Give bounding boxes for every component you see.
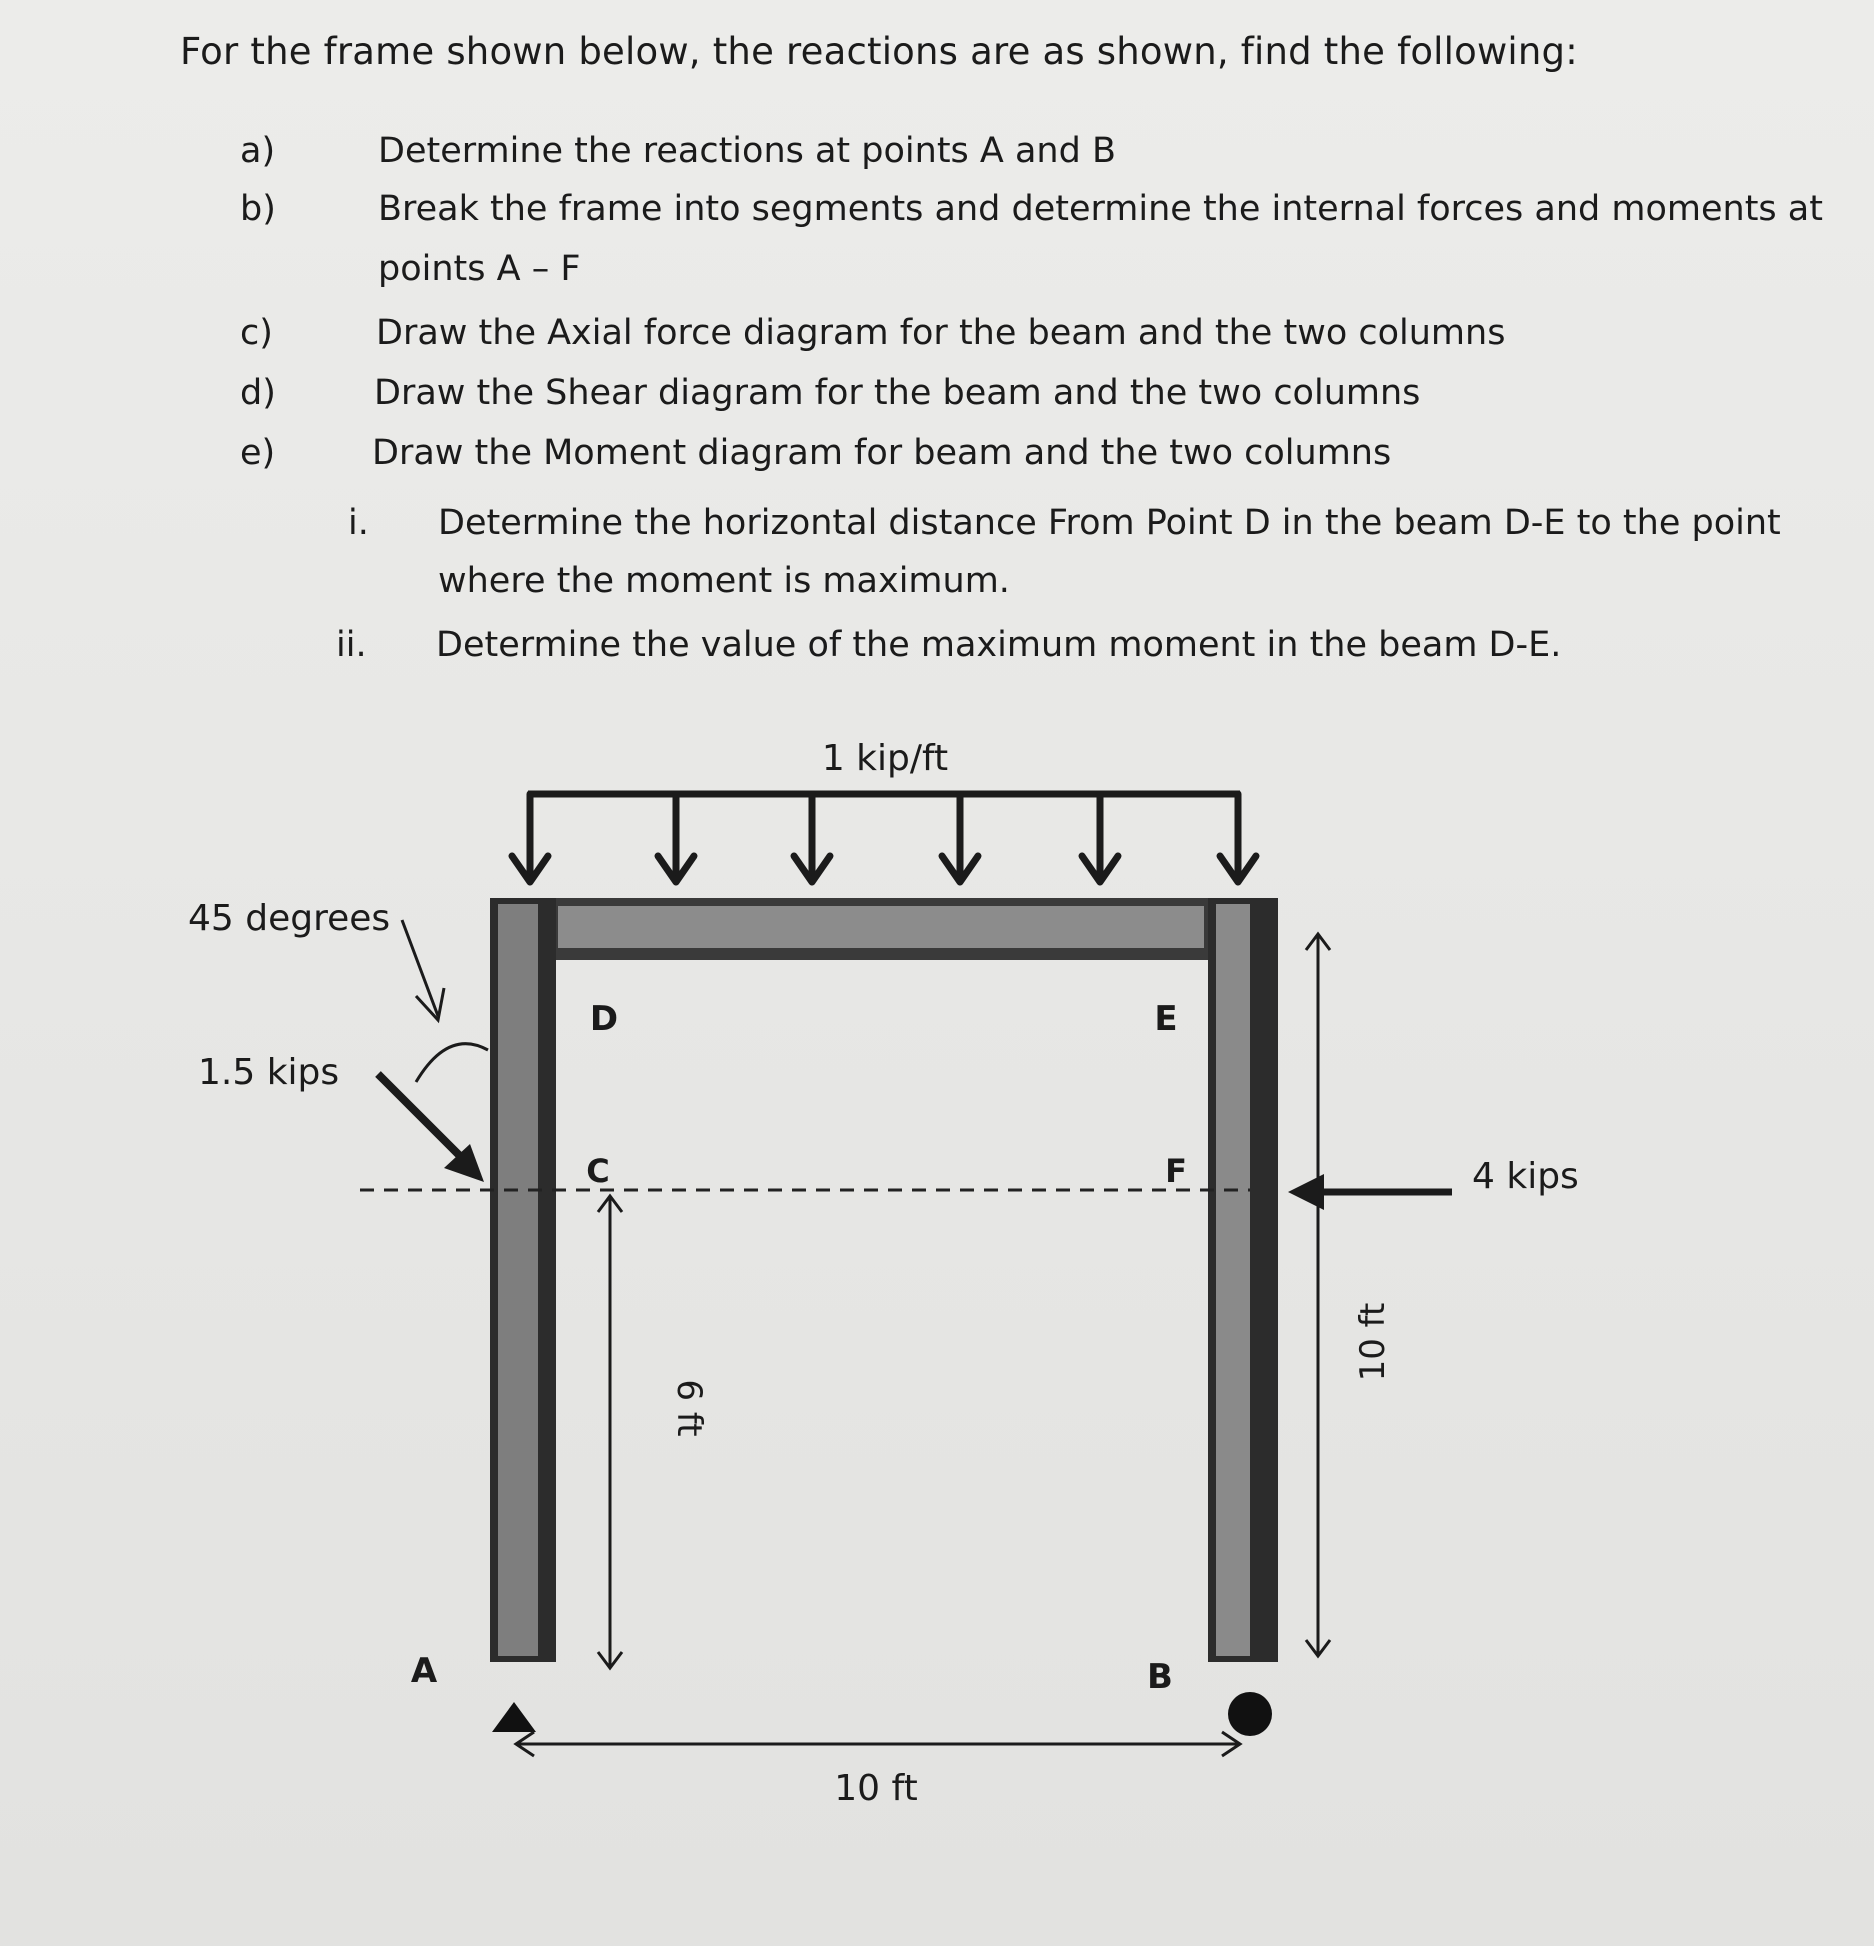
question-letter: c) xyxy=(240,313,273,353)
horizontal-force xyxy=(1288,1156,1579,1210)
subquestion-text: where the moment is maximum. xyxy=(438,561,1010,601)
angle-label: 45 degrees xyxy=(188,898,391,939)
point-label-b: B xyxy=(1147,1657,1173,1697)
dimension-10ft-horizontal-label: 10 ft xyxy=(834,1768,918,1809)
left-column xyxy=(490,898,556,1662)
frame-diagram xyxy=(0,700,1874,1946)
question-text: Draw the Axial force diagram for the beam and the two columns xyxy=(376,313,1506,353)
question-letter: b) xyxy=(240,189,276,229)
dimension-6ft-label: 6 ft xyxy=(669,1379,709,1437)
subquestion-number: ii. xyxy=(336,625,367,665)
question-text: Determine the reactions at points A and B xyxy=(378,131,1116,171)
subquestion-text: Determine the horizontal distance From Point D in the beam D-E to the point xyxy=(438,503,1781,543)
question-text: Draw the Moment diagram for beam and the two columns xyxy=(372,433,1392,473)
dimension-6ft xyxy=(598,1196,709,1668)
dimension-10ft-horizontal xyxy=(516,1732,1240,1809)
question-letter: e) xyxy=(240,433,276,473)
point-label-e: E xyxy=(1154,999,1178,1039)
roller-support-b xyxy=(1228,1692,1272,1736)
right-column-fill xyxy=(1216,904,1250,1656)
question-letter: d) xyxy=(240,373,276,413)
horizontal-force-label: 4 kips xyxy=(1472,1156,1579,1197)
distributed-load-label: 1 kip/ft xyxy=(821,738,949,779)
left-column-fill xyxy=(498,904,538,1656)
subquestion-text: Determine the value of the maximum moment in the beam D-E. xyxy=(436,625,1562,665)
pin-support-a xyxy=(492,1702,536,1732)
question-text: Break the frame into segments and determine the internal forces and moments at xyxy=(378,189,1823,229)
beam-fill xyxy=(558,906,1204,948)
question-text: Draw the Shear diagram for the beam and the two columns xyxy=(374,373,1421,413)
dimension-10ft-vertical-label: 10 ft xyxy=(1353,1302,1393,1382)
point-label-c: C xyxy=(586,1152,610,1190)
inclined-force xyxy=(188,898,488,1182)
subquestion-number: i. xyxy=(348,503,369,543)
inclined-force-label: 1.5 kips xyxy=(198,1052,340,1093)
point-label-d: D xyxy=(589,999,619,1039)
right-column xyxy=(1208,898,1278,1662)
distributed-load xyxy=(512,738,1256,882)
problem-intro: For the frame shown below, the reactions are as shown, find the following: xyxy=(180,30,1578,73)
dimension-10ft-vertical xyxy=(1306,934,1393,1656)
angle-arc xyxy=(416,1044,488,1082)
question-text: points A – F xyxy=(378,249,581,289)
beam-d-e xyxy=(548,898,1214,960)
point-label-f: F xyxy=(1165,1152,1187,1190)
point-label-a: A xyxy=(410,1651,438,1691)
question-letter: a) xyxy=(240,131,276,171)
